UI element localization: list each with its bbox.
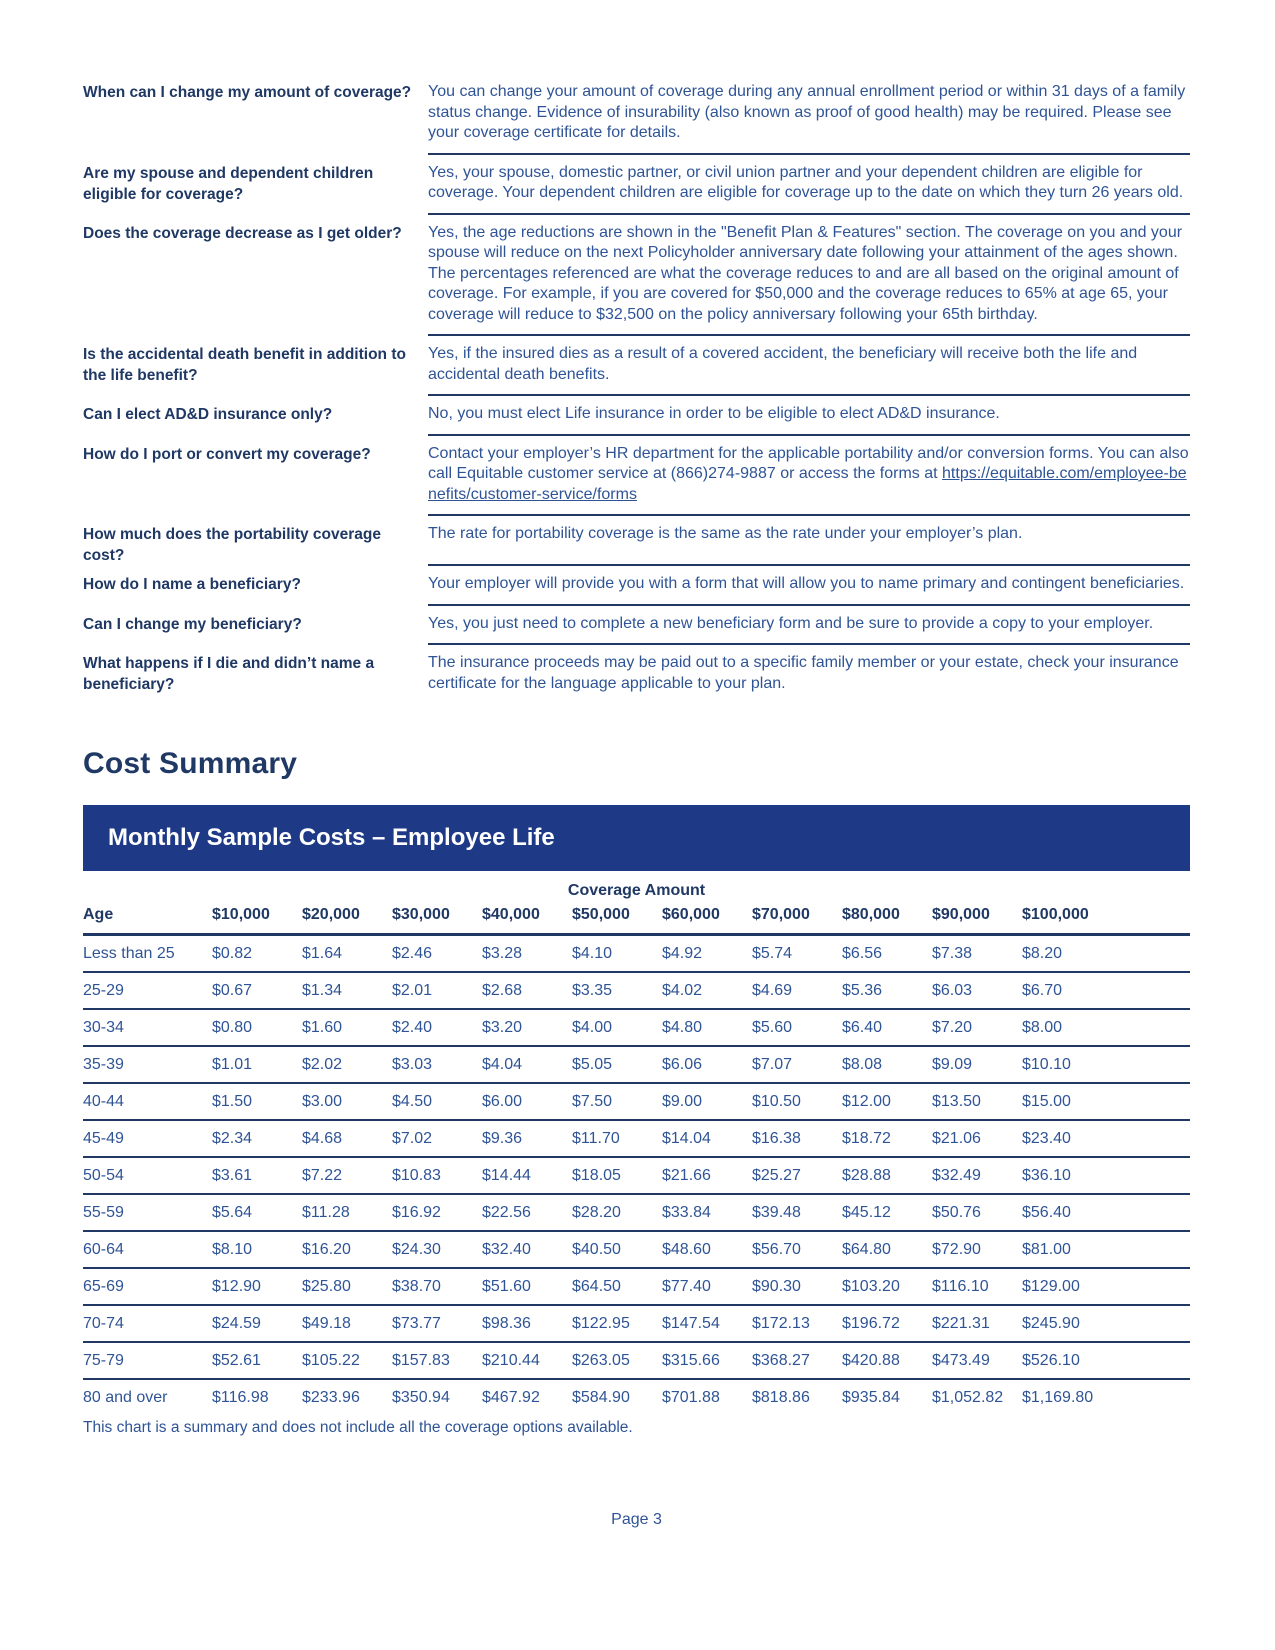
column-header: $70,000: [752, 906, 842, 935]
cost-summary-heading: Cost Summary: [83, 747, 298, 780]
cost-cell: $28.88: [842, 1157, 932, 1194]
cost-cell: $584.90: [572, 1389, 630, 1406]
column-header-row: [83, 906, 1190, 935]
cost-cell: $13.50: [932, 1083, 1022, 1120]
age-cell: 75-79: [83, 1342, 212, 1379]
faq-question: When can I change my amount of coverage?: [83, 84, 412, 101]
cost-cell: $14.04: [662, 1120, 752, 1157]
page-number: Page 3: [611, 1511, 662, 1528]
faq-question: How do I name a beneficiary?: [83, 576, 301, 593]
age-cell: 45-49: [83, 1120, 212, 1157]
cost-cell: $72.90: [932, 1231, 1022, 1268]
cost-cell: $1.60: [302, 1009, 392, 1046]
age-cell: 35-39: [83, 1046, 212, 1083]
faq-answer-text: Yes, if the insured dies as a result of a covered accident, the beneficiary will receive both the life and accidental death benefits.: [428, 345, 1138, 383]
faq-answer-text: You can change your amount of coverage during any annual enrollment period or within 31 days of a family status change. Evidence of insurability (also known as proof of good health) may be required. Please see your coverage certificate for details.: [428, 83, 1186, 141]
cost-cell: $105.22: [302, 1342, 392, 1379]
table-title: Monthly Sample Costs – Employee Life: [108, 824, 555, 851]
faq-answer: [428, 404, 1190, 436]
faq-question: Is the accidental death benefit in addition to the life benefit?: [83, 346, 406, 384]
cost-cell: $4.10: [572, 935, 662, 973]
cost-cell: $4.04: [482, 1046, 572, 1083]
faq-answer-text: Your employer will provide you with a form that will allow you to name primary and contingent beneficiaries.: [428, 575, 1185, 592]
table-row: [83, 1231, 1190, 1268]
column-header: $20,000: [302, 906, 392, 935]
cost-cell: $7.22: [302, 1157, 392, 1194]
cost-cell: $6.56: [842, 935, 932, 973]
table-row: [83, 935, 1190, 973]
cost-cell: $3.35: [572, 972, 662, 1009]
coverage-amount-label: Coverage Amount: [567, 882, 706, 899]
faq-row: [83, 653, 1190, 703]
faq-answer-text: No, you must elect Life insurance in order to be eligible to elect AD&D insurance.: [428, 405, 1000, 422]
cost-cell: $50.76: [932, 1194, 1022, 1231]
faq-question: How do I port or convert my coverage?: [83, 445, 371, 463]
cost-cell: $4.92: [662, 935, 752, 973]
column-header: $50,000: [572, 906, 662, 935]
cost-cell: $116.10: [932, 1268, 1022, 1305]
cost-cell: $5.36: [842, 972, 932, 1009]
cost-cell: $4.50: [392, 1083, 482, 1120]
cost-cell: $7.02: [392, 1120, 482, 1157]
faq-answer: [428, 653, 1190, 703]
faq-answer-text: Yes, your spouse, domestic partner, or civil union partner and your dependent children are eligible for coverage. Your dependent children are eligible for coverage up to the date on which they turn 26 years old.: [428, 163, 1184, 201]
faq-answer: [428, 524, 1190, 566]
cost-cell: $21.06: [932, 1120, 1022, 1157]
cost-cell: $56.40: [1022, 1194, 1190, 1231]
table-row: [83, 1120, 1190, 1157]
age-cell: 70-74: [83, 1305, 212, 1342]
faq-answer-text: Contact your employer’s HR department for the applicable portability and/or conversion forms. You can also call Equitable customer service at (866)274-9887 or access the forms at: [428, 444, 1189, 482]
cost-cell: $0.82: [212, 935, 302, 973]
cost-cell: $64.50: [572, 1268, 662, 1305]
cost-cell: $8.20: [1022, 935, 1190, 973]
table-row: [83, 972, 1190, 1009]
cost-cell: $8.08: [842, 1046, 932, 1083]
column-header: $90,000: [932, 906, 1022, 935]
faq-row: [83, 444, 1190, 517]
cost-cell: $24.30: [392, 1231, 482, 1268]
cost-cell: $25.80: [302, 1268, 392, 1305]
cost-cell: $7.50: [572, 1083, 662, 1120]
cost-cell: $90.30: [752, 1268, 842, 1305]
span-header-row: [83, 871, 1190, 906]
faq-answer: [428, 614, 1190, 646]
cost-cell: $39.48: [752, 1194, 842, 1231]
cost-cell: $7.07: [752, 1046, 842, 1083]
faq-answer: [428, 223, 1190, 337]
table-row: [83, 1268, 1190, 1305]
table-row: [83, 1342, 1190, 1379]
table-title-banner: [83, 805, 1190, 871]
age-cell: 65-69: [83, 1268, 212, 1305]
cost-cell: $16.92: [392, 1194, 482, 1231]
faq-answer-text: The rate for portability coverage is the same as the rate under your employer’s plan.: [428, 525, 1023, 542]
faq-question: How much does the portability coverage cost?: [83, 526, 382, 564]
cost-cell: $10.10: [1022, 1046, 1190, 1083]
cost-cell: $368.27: [752, 1342, 842, 1379]
cost-cell: $2.40: [392, 1009, 482, 1046]
age-cell: 80 and over: [83, 1389, 168, 1406]
cost-cell: $36.10: [1022, 1157, 1190, 1194]
cost-cell: $467.92: [482, 1389, 540, 1406]
cost-cell: $5.05: [572, 1046, 662, 1083]
cost-cell: $157.83: [392, 1342, 482, 1379]
faq-question: Can I change my beneficiary?: [83, 615, 302, 633]
cost-cell: $22.56: [482, 1194, 572, 1231]
cost-cell: $81.00: [1022, 1231, 1190, 1268]
column-header: $100,000: [1022, 906, 1190, 935]
faq-row: [83, 223, 1190, 337]
cost-cell: $3.20: [482, 1009, 572, 1046]
cost-cell: $2.02: [302, 1046, 392, 1083]
cost-cell: $172.13: [752, 1305, 842, 1342]
age-cell: 30-34: [83, 1009, 212, 1046]
table-row: [83, 1009, 1190, 1046]
cost-cell: $10.83: [392, 1157, 482, 1194]
table-row: [83, 1194, 1190, 1231]
cost-table: [83, 871, 1190, 1415]
table-note: This chart is a summary and does not include all the coverage options available.: [83, 1419, 633, 1436]
cost-cell: $5.64: [212, 1194, 302, 1231]
age-cell: 50-54: [83, 1157, 212, 1194]
cost-cell: $73.77: [392, 1305, 482, 1342]
cost-cell: $1.34: [302, 972, 392, 1009]
faq-row: [83, 524, 1190, 566]
cost-cell: $12.90: [212, 1268, 302, 1305]
cost-cell: $4.02: [662, 972, 752, 1009]
cost-cell: $6.70: [1022, 972, 1190, 1009]
column-header: $40,000: [482, 906, 572, 935]
cost-cell: $77.40: [662, 1268, 752, 1305]
cost-cell: $5.60: [752, 1009, 842, 1046]
cost-cell: $52.61: [212, 1342, 302, 1379]
cost-cell: $1,169.80: [1022, 1389, 1094, 1406]
cost-cell: $701.88: [662, 1389, 720, 1406]
cost-cell: $3.00: [302, 1083, 392, 1120]
cost-cell: $8.00: [1022, 1009, 1190, 1046]
cost-cell: $7.20: [932, 1009, 1022, 1046]
cost-cell: $98.36: [482, 1305, 572, 1342]
cost-cell: $1,052.82: [932, 1389, 1004, 1406]
cost-cell: $6.40: [842, 1009, 932, 1046]
faq-question: Does the coverage decrease as I get older?: [83, 224, 402, 242]
faq-answer-text: Yes, you just need to complete a new beneficiary form and be sure to provide a copy to your employer.: [428, 614, 1154, 632]
cost-cell: $33.84: [662, 1194, 752, 1231]
cost-cell: $4.68: [302, 1120, 392, 1157]
cost-cell: $21.66: [662, 1157, 752, 1194]
cost-cell: $122.95: [572, 1305, 662, 1342]
column-header: $60,000: [662, 906, 752, 935]
cost-cell: $263.05: [572, 1342, 662, 1379]
cost-cell: $11.28: [302, 1194, 392, 1231]
customer-service-link[interactable]: https://equitable.com/employee-benefits/customer-service/forms: [428, 465, 1187, 503]
faq-question: Are my spouse and dependent children eligible for coverage?: [83, 164, 374, 203]
faq-answer-text: The insurance proceeds may be paid out to a specific family member or your estate, check your insurance certificate for the language applicable to your plan.: [428, 654, 1179, 692]
cost-cell: $3.28: [482, 935, 572, 973]
age-cell: 55-59: [83, 1194, 212, 1231]
faq-row: [83, 574, 1190, 606]
table-row: [83, 1083, 1190, 1120]
faq-row: [83, 82, 1190, 155]
cost-cell: $15.00: [1022, 1083, 1190, 1120]
age-cell: Less than 25: [83, 935, 212, 973]
faq-row: [83, 614, 1190, 646]
column-header: $80,000: [842, 906, 932, 935]
cost-cell: $64.80: [842, 1231, 932, 1268]
cost-cell: $2.34: [212, 1120, 302, 1157]
faq-answer-text: Yes, the age reductions are shown in the "Benefit Plan & Features" section. The coverage on you and your spouse will reduce on the next Policyholder anniversary date following your attainment of the ages shown. The percentages referenced are what the coverage reduces to and are all based on the original amount of coverage. For example, if you are covered for $50,000 and the coverage reduces to 65% at age 65, your coverage will reduce to $32,500 on the policy anniversary following your 65th birthday.: [428, 223, 1183, 323]
cost-cell: $6.06: [662, 1046, 752, 1083]
cost-table-head: [83, 871, 1190, 935]
document-page: [83, 82, 1190, 1529]
coverage-amount-header-cell: [83, 871, 1190, 906]
cost-cell: $3.03: [392, 1046, 482, 1083]
cost-cell: $116.98: [212, 1389, 269, 1406]
cost-cell: $18.72: [842, 1120, 932, 1157]
cost-cell: $129.00: [1022, 1268, 1190, 1305]
cost-cell: $196.72: [842, 1305, 932, 1342]
cost-cell: $9.00: [662, 1083, 752, 1120]
table-row: [83, 1305, 1190, 1342]
column-header: $30,000: [392, 906, 482, 935]
cost-cell: $210.44: [482, 1342, 572, 1379]
faq-answer: [428, 444, 1190, 517]
faq-question: Can I elect AD&D insurance only?: [83, 406, 333, 423]
age-cell: 60-64: [83, 1231, 212, 1268]
cost-cell: $526.10: [1022, 1342, 1190, 1379]
cost-cell: $40.50: [572, 1231, 662, 1268]
cost-cell: $32.49: [932, 1157, 1022, 1194]
cost-cell: $49.18: [302, 1305, 392, 1342]
cost-cell: $245.90: [1022, 1305, 1190, 1342]
cost-cell: $14.44: [482, 1157, 572, 1194]
table-row: [83, 1379, 1190, 1415]
cost-cell: $315.66: [662, 1342, 752, 1379]
cost-cell: $8.10: [212, 1231, 302, 1268]
cost-cell: $4.80: [662, 1009, 752, 1046]
cost-cell: $45.12: [842, 1194, 932, 1231]
faq-row: [83, 344, 1190, 396]
cost-cell: $51.60: [482, 1268, 572, 1305]
cost-cell: $48.60: [662, 1231, 752, 1268]
cost-cell: $1.64: [302, 935, 392, 973]
cost-cell: $5.74: [752, 935, 842, 973]
cost-cell: $0.80: [212, 1009, 302, 1046]
faq-answer: [428, 344, 1190, 396]
cost-cell: $420.88: [842, 1342, 932, 1379]
faq-answer: [428, 82, 1190, 155]
cost-cell: $2.46: [392, 935, 482, 973]
cost-cell: $7.38: [932, 935, 1022, 973]
cost-cell: $350.94: [392, 1389, 450, 1406]
cost-cell: $38.70: [392, 1268, 482, 1305]
cost-cell: $473.49: [932, 1342, 1022, 1379]
cost-cell: $32.40: [482, 1231, 572, 1268]
cost-cell: $16.38: [752, 1120, 842, 1157]
table-row: [83, 1157, 1190, 1194]
cost-cell: $2.68: [482, 972, 572, 1009]
faq-row: [83, 163, 1190, 215]
cost-cell: $12.00: [842, 1083, 932, 1120]
cost-cell: $9.36: [482, 1120, 572, 1157]
cost-cell: $56.70: [752, 1231, 842, 1268]
cost-cell: $147.54: [662, 1305, 752, 1342]
faq-question: What happens if I die and didn’t name a beneficiary?: [83, 655, 375, 693]
cost-cell: $4.00: [572, 1009, 662, 1046]
cost-cell: $23.40: [1022, 1120, 1190, 1157]
cost-cell: $818.86: [752, 1389, 810, 1406]
faq-answer: [428, 574, 1190, 606]
cost-cell: $18.05: [572, 1157, 662, 1194]
column-header: $10,000: [212, 906, 302, 935]
cost-cell: $103.20: [842, 1268, 932, 1305]
cost-cell: $28.20: [572, 1194, 662, 1231]
cost-cell: $2.01: [392, 972, 482, 1009]
faq-row: [83, 404, 1190, 436]
cost-cell: $11.70: [572, 1120, 662, 1157]
age-cell: 40-44: [83, 1083, 212, 1120]
cost-table-body: [83, 935, 1190, 1416]
faq-section: [83, 82, 1190, 703]
cost-cell: $3.61: [212, 1157, 302, 1194]
cost-cell: $10.50: [752, 1083, 842, 1120]
cost-cell: $0.67: [212, 972, 302, 1009]
cost-table-section: [83, 805, 1190, 1437]
cost-cell: $233.96: [302, 1389, 360, 1406]
cost-cell: $221.31: [932, 1305, 1022, 1342]
column-header: Age: [83, 906, 212, 935]
table-row: [83, 1046, 1190, 1083]
cost-cell: $6.03: [932, 972, 1022, 1009]
age-cell: 25-29: [83, 972, 212, 1009]
faq-answer: [428, 163, 1190, 215]
cost-cell: $4.69: [752, 972, 842, 1009]
cost-cell: $1.01: [212, 1046, 302, 1083]
cost-cell: $24.59: [212, 1305, 302, 1342]
cost-cell: $935.84: [842, 1389, 900, 1406]
cost-cell: $6.00: [482, 1083, 572, 1120]
cost-cell: $1.50: [212, 1083, 302, 1120]
cost-cell: $16.20: [302, 1231, 392, 1268]
cost-cell: $25.27: [752, 1157, 842, 1194]
cost-cell: $9.09: [932, 1046, 1022, 1083]
